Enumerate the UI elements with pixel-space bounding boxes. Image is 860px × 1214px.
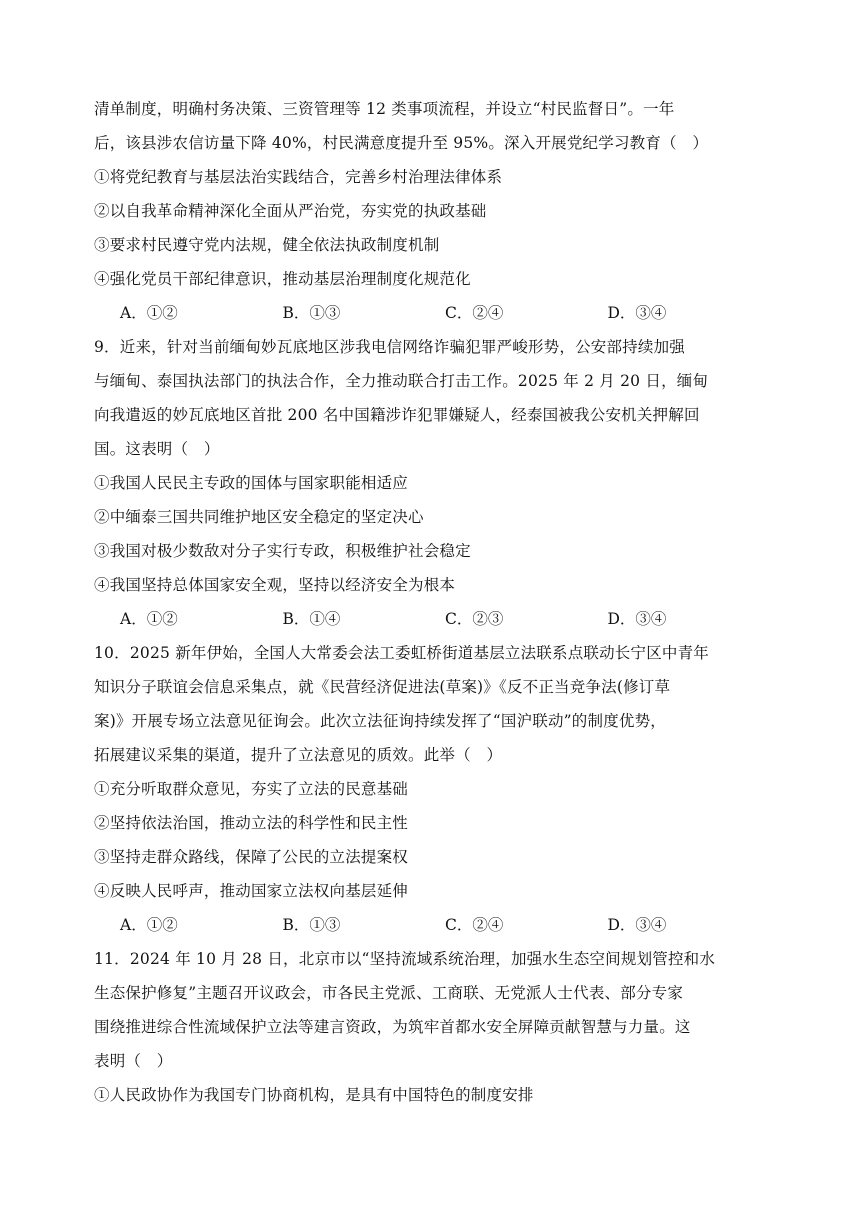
question-stem-line: 表明（ ）	[94, 1052, 173, 1070]
question-stem-line: 清单制度，明确村务决策、三资管理等 12 类事项流程，并设立“村民监督日”。一年	[94, 100, 675, 118]
question-stem-line: 向我遣返的妙瓦底地区首批 200 名中国籍涉诈犯罪嫌疑人，经泰国被我公安机关押解回	[94, 406, 700, 424]
answer-choices	[94, 296, 770, 330]
statement-option: ③坚持走群众路线，保障了公民的立法提案权	[94, 848, 409, 866]
question-stem-line: 后，该县涉农信访量下降 40%，村民满意度提升至 95%。深入开展党纪学习教育（ ）	[94, 134, 709, 152]
question-stem-line: 与缅甸、泰国执法部门的执法合作，全力推动联合打击工作。2025 年 2 月 20 日，缅甸	[94, 372, 709, 390]
question-stem-line: 10．2025 新年伊始，全国人大常委会法工委虹桥街道基层立法联系点联动长宁区中青年	[94, 644, 709, 662]
question-8	[94, 92, 770, 330]
question-9	[94, 330, 770, 636]
choice-d[interactable]: D．③④	[607, 610, 667, 628]
choice-b[interactable]: B．①③	[282, 916, 341, 934]
choice-a[interactable]: A．①②	[120, 610, 178, 628]
statement-option: ②以自我革命精神深化全面从严治党，夯实党的执政基础	[94, 202, 487, 220]
statement-option: ①我国人民民主专政的国体与国家职能相适应	[94, 474, 409, 492]
statement-option: ①将党纪教育与基层法治实践结合，完善乡村治理法律体系	[94, 168, 503, 186]
choice-c[interactable]: C．②④	[445, 916, 504, 934]
statement-option: ④反映人民呼声，推动国家立法权向基层延伸	[94, 882, 409, 900]
answer-choices	[94, 908, 770, 942]
choice-b[interactable]: B．①④	[282, 610, 341, 628]
question-10	[94, 636, 770, 942]
exam-page	[94, 92, 770, 1112]
statement-option: ③要求村民遵守党内法规，健全依法执政制度机制	[94, 236, 440, 254]
question-stem-line: 拓展建议采集的渠道，提升了立法意见的质效。此举（ ）	[94, 746, 503, 764]
statement-option: ③我国对极少数敌对分子实行专政，积极维护社会稳定	[94, 542, 471, 560]
statement-option: ④我国坚持总体国家安全观，坚持以经济安全为根本	[94, 576, 456, 594]
statement-option: ①充分听取群众意见，夯实了立法的民意基础	[94, 780, 409, 798]
choice-d[interactable]: D．③④	[607, 916, 667, 934]
choice-a[interactable]: A．①②	[120, 916, 178, 934]
statement-option: ②坚持依法治国，推动立法的科学性和民主性	[94, 814, 409, 832]
choice-c[interactable]: C．②④	[445, 304, 504, 322]
question-stem-line: 案)》开展专场立法意见征询会。此次立法征询持续发挥了“国沪联动”的制度优势，	[94, 712, 666, 730]
answer-choices	[94, 602, 770, 636]
question-stem-line: 知识分子联谊会信息采集点，就《民营经济促进法(草案)》《反不正当竞争法(修订草	[94, 678, 671, 696]
choice-c[interactable]: C．②③	[445, 610, 504, 628]
question-11	[94, 942, 770, 1112]
choice-a[interactable]: A．①②	[120, 304, 178, 322]
statement-option: ①人民政协作为我国专门协商机构，是具有中国特色的制度安排	[94, 1086, 534, 1104]
statement-option: ②中缅泰三国共同维护地区安全稳定的坚定决心	[94, 508, 424, 526]
choice-b[interactable]: B．①③	[282, 304, 341, 322]
question-stem-line: 9．近来，针对当前缅甸妙瓦底地区涉我电信网络诈骗犯罪严峻形势，公安部持续加强	[94, 338, 685, 356]
question-stem-line: 围绕推进综合性流域保护立法等建言资政，为筑牢首都水安全屏障贡献智慧与力量。这	[94, 1018, 691, 1036]
question-stem-line: 11．2024 年 10 月 28 日，北京市以“坚持流域系统治理，加强水生态空间规划管控和水	[94, 950, 716, 968]
question-stem-line: 国。这表明（ ）	[94, 440, 220, 458]
statement-option: ④强化党员干部纪律意识，推动基层治理制度化规范化	[94, 270, 471, 288]
question-stem-line: 生态保护修复”主题召开议政会，市各民主党派、工商联、无党派人士代表、部分专家	[94, 984, 684, 1002]
choice-d[interactable]: D．③④	[607, 304, 667, 322]
